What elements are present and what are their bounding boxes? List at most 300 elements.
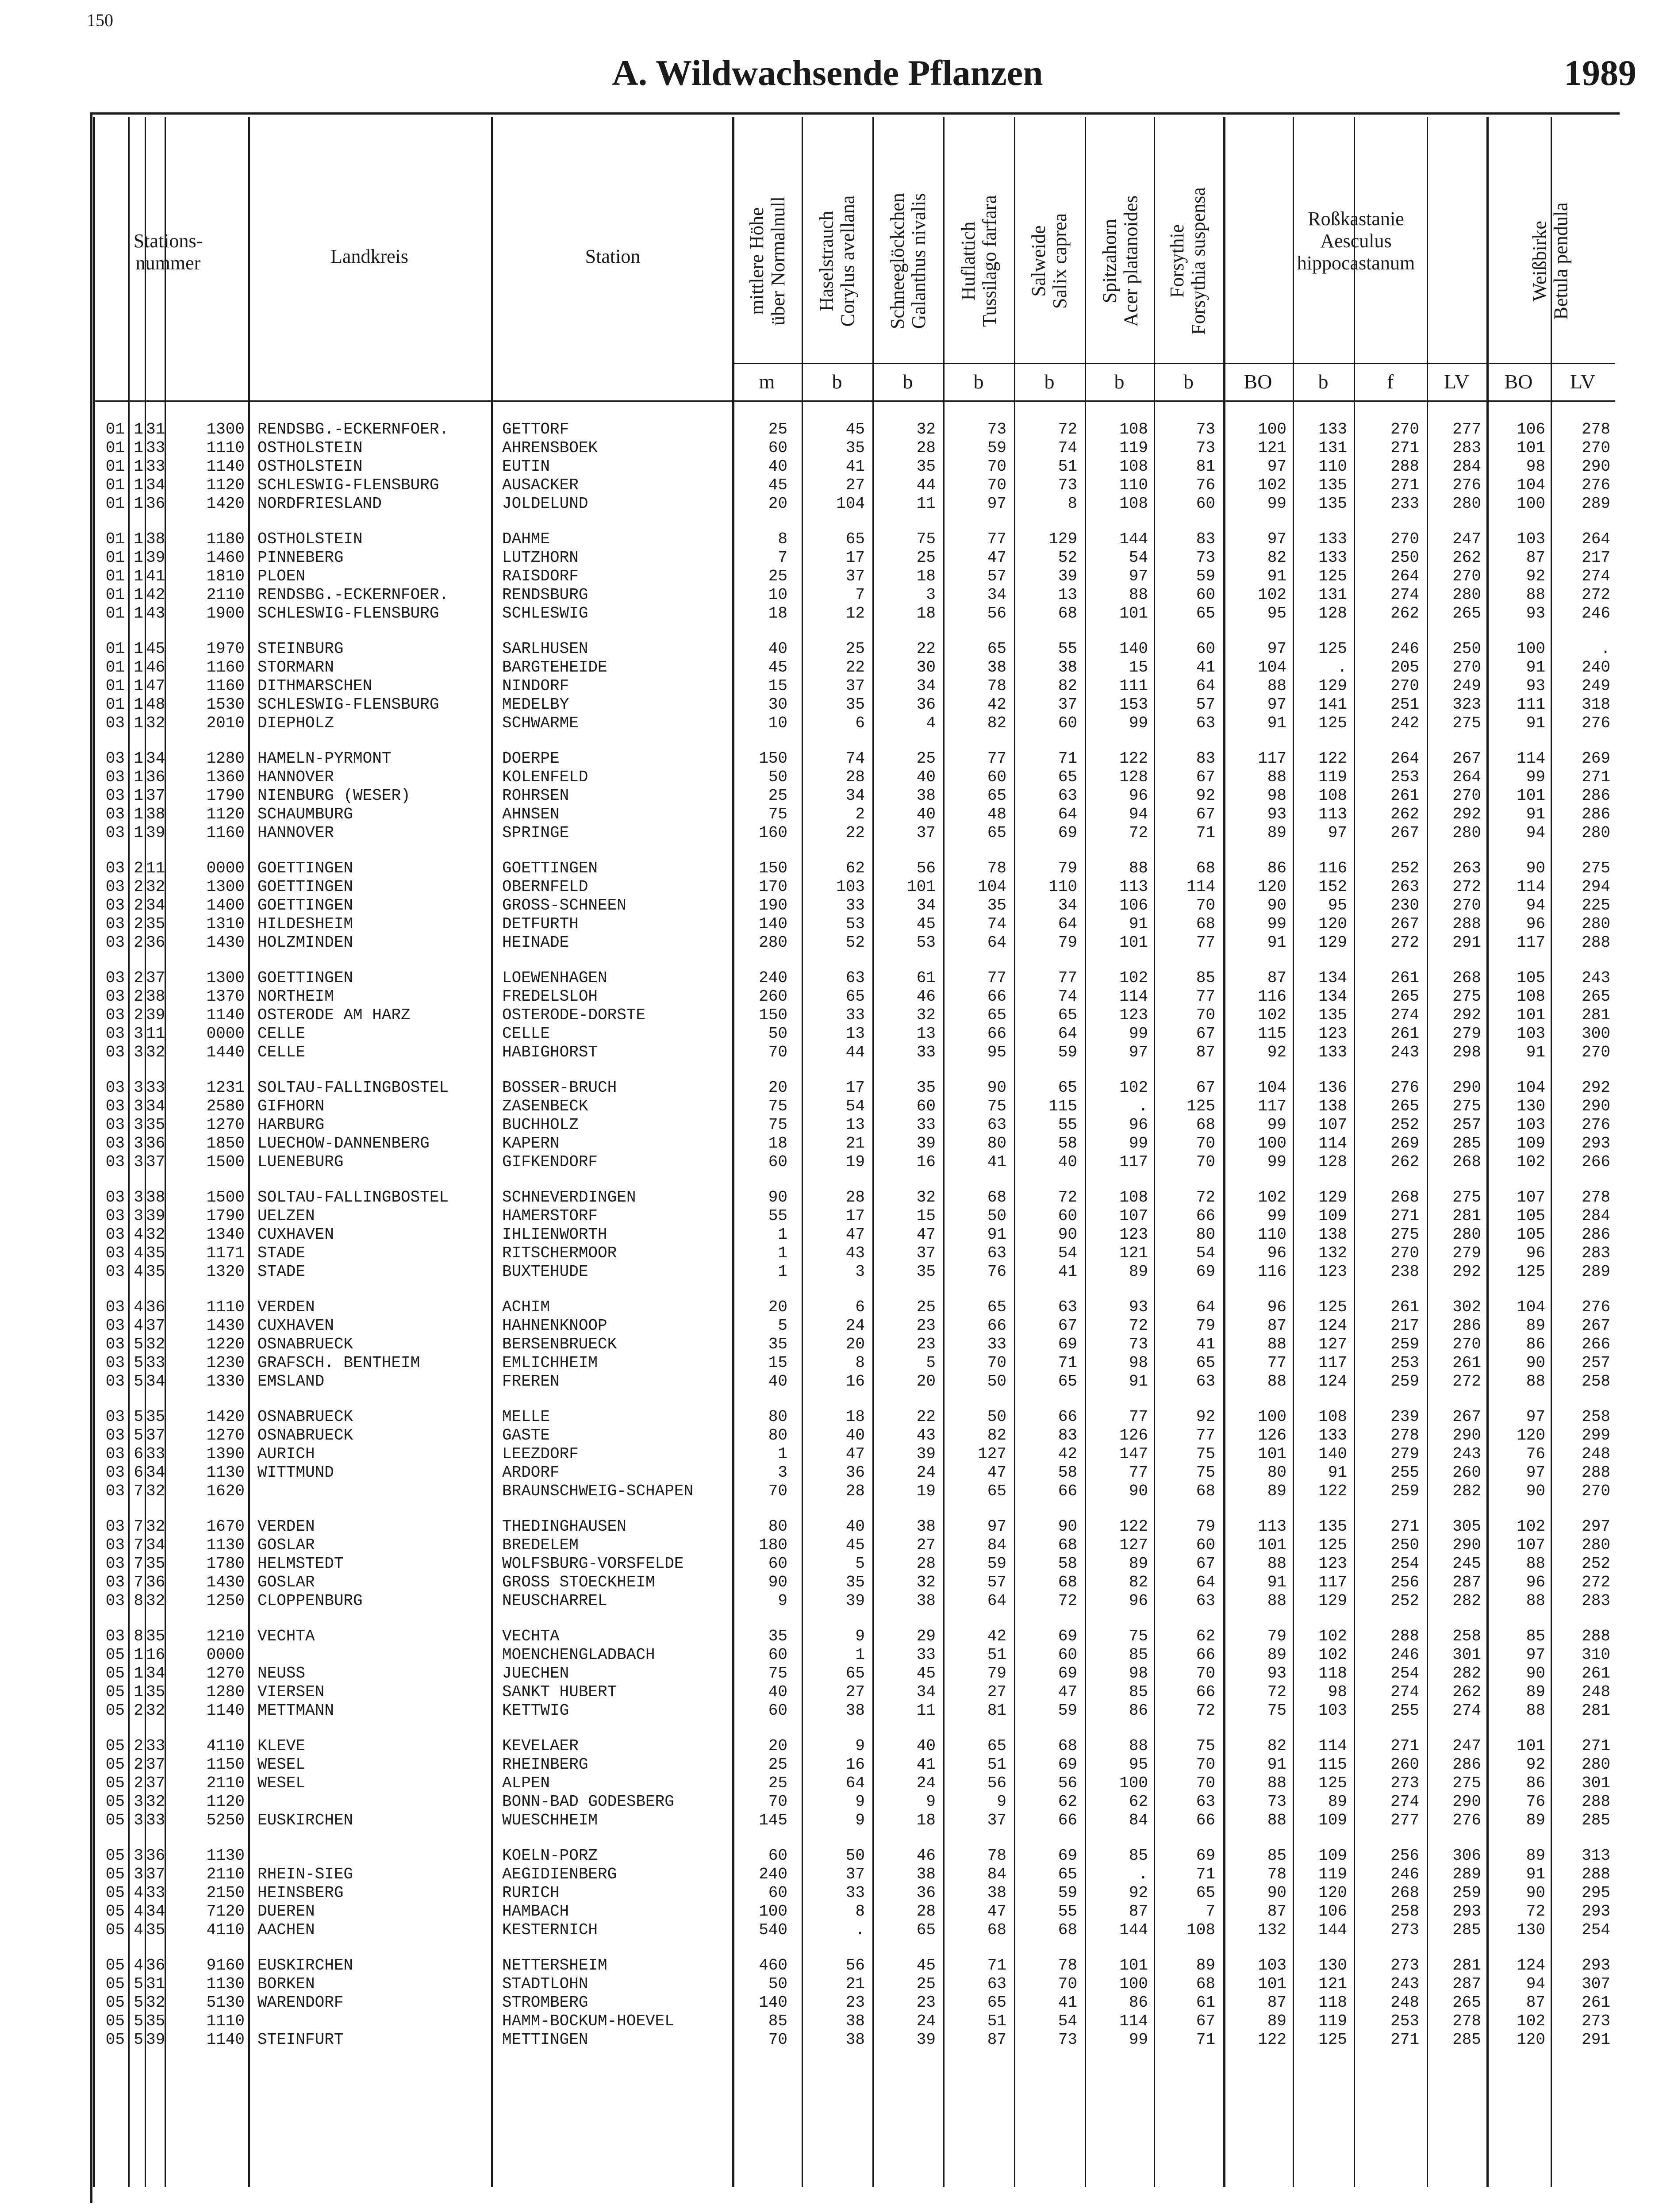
table-cell: 32 bbox=[146, 1993, 165, 2012]
header-birke bbox=[1489, 164, 1613, 358]
table-cell: 57 bbox=[1196, 695, 1215, 714]
table-cell: 103 bbox=[1517, 530, 1545, 548]
table-cell: 262 bbox=[1390, 805, 1419, 823]
table-cell: 140 bbox=[759, 1993, 787, 2012]
table-cell: SOLTAU-FALLINGBOSTEL bbox=[257, 1188, 449, 1206]
table-cell: VERDEN bbox=[257, 1517, 315, 1536]
table-row bbox=[0, 896, 1655, 915]
header-landkreis: Landkreis bbox=[330, 246, 408, 267]
table-cell: 290 bbox=[1452, 1793, 1481, 1811]
table-cell: 2 bbox=[134, 915, 143, 933]
table-cell: 1 bbox=[134, 787, 143, 805]
table-cell: 75 bbox=[768, 1116, 787, 1134]
table-cell: 100 bbox=[759, 1902, 787, 1920]
table-cell: 28 bbox=[845, 768, 865, 786]
table-cell: 1 bbox=[134, 567, 143, 585]
table-cell: BREDELEM bbox=[502, 1536, 579, 1554]
table-cell: 80 bbox=[768, 1426, 787, 1444]
table-cell: 85 bbox=[768, 2012, 787, 2030]
unit-label: BO bbox=[1504, 370, 1533, 393]
table-row bbox=[0, 495, 1655, 513]
table-cell: 250 bbox=[1390, 549, 1419, 567]
table-cell: 62 bbox=[1058, 1793, 1077, 1811]
table-cell: 260 bbox=[1452, 1463, 1481, 1482]
table-cell: 03 bbox=[105, 1298, 125, 1316]
table-cell: 13 bbox=[845, 1116, 865, 1134]
table-cell: 91 bbox=[1267, 933, 1286, 952]
table-cell: 35 bbox=[768, 1335, 787, 1353]
table-cell: 1220 bbox=[206, 1335, 245, 1353]
table-cell: 70 bbox=[1196, 1664, 1215, 1682]
table-cell: 1 bbox=[134, 1664, 143, 1682]
table-cell: 101 bbox=[1517, 1006, 1545, 1024]
table-cell: 41 bbox=[845, 457, 865, 476]
table-cell: 32 bbox=[146, 1335, 165, 1353]
table-cell: SANKT HUBERT bbox=[502, 1683, 617, 1701]
table-cell: 05 bbox=[105, 1755, 125, 1774]
table-cell: 36 bbox=[916, 1884, 936, 1902]
table-cell: 3 bbox=[134, 1025, 143, 1043]
table-cell: 1 bbox=[134, 439, 143, 457]
table-cell: 32 bbox=[916, 420, 936, 438]
table-cell: IHLIENWORTH bbox=[502, 1225, 607, 1244]
table-cell: 261 bbox=[1582, 1664, 1610, 1682]
table-cell: 63 bbox=[987, 1116, 1006, 1134]
table-cell: RHEINBERG bbox=[502, 1755, 588, 1774]
unit-label: m bbox=[759, 370, 775, 393]
table-cell: 76 bbox=[1196, 476, 1215, 494]
table-cell: 75 bbox=[1196, 1737, 1215, 1755]
table-cell: CELLE bbox=[257, 1025, 306, 1043]
table-cell: 79 bbox=[1058, 933, 1077, 952]
table-cell: 122 bbox=[1318, 1482, 1347, 1500]
table-cell: 1320 bbox=[206, 1263, 245, 1281]
table-cell: 272 bbox=[1582, 1573, 1610, 1591]
table-cell: 64 bbox=[1058, 1025, 1077, 1043]
table-cell: . bbox=[1337, 658, 1347, 676]
table-cell: 90 bbox=[768, 1188, 787, 1206]
table-cell: VIERSEN bbox=[257, 1683, 325, 1701]
table-cell: 3 bbox=[134, 1153, 143, 1171]
table-cell: GASTE bbox=[502, 1426, 550, 1444]
table-cell: 59 bbox=[1058, 1884, 1077, 1902]
table-cell: 89 bbox=[1526, 1317, 1545, 1335]
table-cell: 51 bbox=[987, 1646, 1006, 1664]
table-cell: 105 bbox=[1517, 969, 1545, 987]
table-cell: 283 bbox=[1452, 439, 1481, 457]
table-cell: 46 bbox=[916, 1847, 936, 1865]
table-cell: 256 bbox=[1390, 1847, 1419, 1865]
table-cell: 114 bbox=[1119, 987, 1148, 1006]
table-cell: 37 bbox=[987, 1811, 1006, 1829]
table-cell: 33 bbox=[146, 1445, 165, 1463]
table-row bbox=[0, 933, 1655, 952]
table-cell: ACHIM bbox=[502, 1298, 550, 1316]
table-cell: 28 bbox=[916, 1555, 936, 1573]
table-cell: 5 bbox=[855, 1555, 865, 1573]
table-cell: 01 bbox=[105, 530, 125, 548]
table-cell: 225 bbox=[1582, 896, 1610, 914]
table-cell: 20 bbox=[916, 1372, 936, 1390]
table-row bbox=[0, 1902, 1655, 1921]
table-cell: 1 bbox=[134, 640, 143, 658]
table-cell: . bbox=[1138, 1097, 1148, 1115]
table-cell: 35 bbox=[768, 1627, 787, 1645]
table-cell: 108 bbox=[1517, 987, 1545, 1006]
table-cell: 259 bbox=[1390, 1482, 1419, 1500]
table-cell: 03 bbox=[105, 768, 125, 786]
table-cell: 03 bbox=[105, 1097, 125, 1115]
table-cell: 279 bbox=[1452, 1025, 1481, 1043]
table-cell: 105 bbox=[1517, 1207, 1545, 1225]
table-cell: 116 bbox=[1258, 1263, 1286, 1281]
table-cell: 104 bbox=[1517, 1298, 1545, 1316]
table-cell: 269 bbox=[1390, 1134, 1419, 1152]
table-cell: 246 bbox=[1390, 640, 1419, 658]
table-cell: 270 bbox=[1390, 530, 1419, 548]
table-cell: 03 bbox=[105, 1153, 125, 1171]
table-cell: 19 bbox=[845, 1153, 865, 1171]
table-cell: 96 bbox=[1129, 1116, 1148, 1134]
table-cell: 55 bbox=[1058, 1116, 1077, 1134]
table-cell: 18 bbox=[916, 1811, 936, 1829]
table-cell: 293 bbox=[1582, 1134, 1610, 1152]
table-cell: 32 bbox=[146, 1482, 165, 1500]
table-cell: 86 bbox=[1526, 1774, 1545, 1792]
table-cell: 67 bbox=[1196, 1079, 1215, 1097]
table-row bbox=[0, 1737, 1655, 1755]
table-cell: 32 bbox=[146, 714, 165, 732]
table-cell: 57 bbox=[987, 567, 1006, 585]
table-cell: 116 bbox=[1258, 987, 1286, 1006]
table-cell: 99 bbox=[1526, 768, 1545, 786]
table-cell: 1300 bbox=[206, 878, 245, 896]
table-cell: 135 bbox=[1318, 476, 1347, 494]
table-cell: 66 bbox=[1196, 1683, 1215, 1701]
table-cell: 257 bbox=[1452, 1116, 1481, 1134]
page-number: 150 bbox=[87, 10, 113, 30]
table-cell: 66 bbox=[987, 1317, 1006, 1335]
table-cell: 05 bbox=[105, 1664, 125, 1682]
table-cell: 37 bbox=[146, 969, 165, 987]
table-cell: 133 bbox=[1318, 1426, 1347, 1444]
table-cell: 2 bbox=[134, 969, 143, 987]
table-cell: 85 bbox=[1129, 1847, 1148, 1865]
table-cell: 90 bbox=[1267, 1884, 1286, 1902]
table-cell: 74 bbox=[1058, 987, 1077, 1006]
table-cell: 110 bbox=[1048, 878, 1077, 896]
table-cell: 240 bbox=[759, 1865, 787, 1883]
table-row bbox=[0, 695, 1655, 714]
table-cell: 31 bbox=[146, 1975, 165, 1993]
table-cell: 64 bbox=[987, 1592, 1006, 1610]
table-cell: 190 bbox=[759, 896, 787, 914]
table-cell: 253 bbox=[1390, 2012, 1419, 2030]
table-cell: 295 bbox=[1582, 1884, 1610, 1902]
table-cell: 25 bbox=[845, 640, 865, 658]
table-cell: 62 bbox=[1196, 1627, 1215, 1645]
table-cell: 125 bbox=[1318, 1536, 1347, 1554]
table-cell: 68 bbox=[1058, 1737, 1077, 1755]
table-cell: 90 bbox=[768, 1573, 787, 1591]
table-cell: 48 bbox=[987, 805, 1006, 823]
table-cell: 73 bbox=[987, 420, 1006, 438]
table-row bbox=[0, 677, 1655, 695]
table-row bbox=[0, 1664, 1655, 1683]
table-cell: 34 bbox=[146, 1536, 165, 1554]
table-cell: BRAUNSCHWEIG-SCHAPEN bbox=[502, 1482, 694, 1500]
table-cell: 263 bbox=[1390, 878, 1419, 896]
table-cell: 03 bbox=[105, 1317, 125, 1335]
table-cell: 217 bbox=[1390, 1317, 1419, 1335]
table-cell: 1280 bbox=[206, 749, 245, 768]
table-cell: 1 bbox=[778, 1445, 787, 1463]
table-cell: 33 bbox=[146, 1811, 165, 1829]
table-cell: 97 bbox=[1526, 1463, 1545, 1482]
table-cell: 36 bbox=[146, 1573, 165, 1591]
table-cell: 36 bbox=[146, 933, 165, 952]
table-cell: 28 bbox=[916, 1902, 936, 1920]
table-cell: 11 bbox=[146, 859, 165, 877]
table-cell: 39 bbox=[146, 549, 165, 567]
table-cell: 279 bbox=[1452, 1244, 1481, 1262]
table-cell: 32 bbox=[146, 1043, 165, 1061]
table-cell: PLOEN bbox=[257, 567, 306, 585]
table-cell: 89 bbox=[1267, 824, 1286, 842]
table-cell: 264 bbox=[1390, 567, 1419, 585]
table-cell: 123 bbox=[1119, 1006, 1148, 1024]
table-cell: 75 bbox=[1196, 1445, 1215, 1463]
table-cell: 30 bbox=[768, 695, 787, 714]
table-cell: 97 bbox=[1267, 457, 1286, 476]
table-cell: 71 bbox=[1196, 1865, 1215, 1883]
table-cell: 35 bbox=[845, 695, 865, 714]
table-cell: 124 bbox=[1517, 1956, 1545, 1974]
table-cell: 45 bbox=[845, 1536, 865, 1554]
table-cell: EUSKIRCHEN bbox=[257, 1956, 353, 1974]
table-cell: 35 bbox=[146, 915, 165, 933]
table-cell: 101 bbox=[1119, 933, 1148, 952]
table-cell: 74 bbox=[1058, 439, 1077, 457]
table-cell: 71 bbox=[987, 1956, 1006, 1974]
table-cell: 258 bbox=[1452, 1627, 1481, 1645]
table-cell: 39 bbox=[916, 2031, 936, 2049]
table-cell: VECHTA bbox=[502, 1627, 560, 1645]
table-cell: 280 bbox=[1582, 1755, 1610, 1774]
table-cell: 140 bbox=[759, 915, 787, 933]
table-cell: 91 bbox=[1267, 1573, 1286, 1591]
table-cell: 11 bbox=[916, 495, 936, 513]
table-row bbox=[0, 1043, 1655, 1062]
table-row bbox=[0, 1701, 1655, 1720]
table-cell: 60 bbox=[768, 1701, 787, 1720]
table-cell: 102 bbox=[1119, 1079, 1148, 1097]
table-cell: SCHWARME bbox=[502, 714, 579, 732]
table-cell: WUESCHHEIM bbox=[502, 1811, 598, 1829]
table-cell: 275 bbox=[1452, 987, 1481, 1006]
table-cell: KEVELAER bbox=[502, 1737, 579, 1755]
table-cell: 144 bbox=[1119, 1921, 1148, 1939]
table-cell: 276 bbox=[1582, 1116, 1610, 1134]
table-cell: 29 bbox=[916, 1627, 936, 1645]
table-cell: 230 bbox=[1390, 896, 1419, 914]
table-cell: 75 bbox=[1129, 1627, 1148, 1645]
table-cell: 122 bbox=[1119, 749, 1148, 768]
table-cell: JOLDELUND bbox=[502, 495, 588, 513]
table-cell: 2110 bbox=[206, 586, 245, 604]
table-cell: 271 bbox=[1582, 768, 1610, 786]
table-cell: 25 bbox=[916, 1298, 936, 1316]
table-row bbox=[0, 1298, 1655, 1317]
table-cell: 5 bbox=[134, 2012, 143, 2030]
table-cell: 66 bbox=[987, 987, 1006, 1006]
table-cell: 65 bbox=[987, 1737, 1006, 1755]
table-cell: WITTMUND bbox=[257, 1463, 334, 1482]
table-cell: 34 bbox=[146, 1463, 165, 1482]
header-height-text: mittlere Höhe über Normalnull bbox=[746, 196, 789, 326]
table-cell: 288 bbox=[1582, 933, 1610, 952]
table-cell: RENDSBG.-ECKERNFOER. bbox=[257, 586, 449, 604]
table-cell: 24 bbox=[916, 2012, 936, 2030]
table-cell: KETTWIG bbox=[502, 1701, 569, 1720]
table-cell: 60 bbox=[768, 1884, 787, 1902]
table-cell: 19 bbox=[916, 1482, 936, 1500]
table-cell: 45 bbox=[916, 1664, 936, 1682]
table-cell: 97 bbox=[1129, 567, 1148, 585]
table-cell: 270 bbox=[1582, 1043, 1610, 1061]
table-cell: 88 bbox=[1267, 768, 1286, 786]
table-cell: 54 bbox=[1196, 1244, 1215, 1262]
header-forsy bbox=[1155, 164, 1221, 358]
table-cell: JUECHEN bbox=[502, 1664, 569, 1682]
table-cell: 3 bbox=[134, 1097, 143, 1115]
table-cell: 45 bbox=[146, 640, 165, 658]
table-cell: VECHTA bbox=[257, 1627, 315, 1645]
table-cell: 27 bbox=[845, 476, 865, 494]
table-row bbox=[0, 439, 1655, 457]
table-cell: 40 bbox=[845, 1426, 865, 1444]
table-cell: GOETTINGEN bbox=[257, 859, 353, 877]
table-cell: HEINADE bbox=[502, 933, 569, 952]
table-cell: OSTHOLSTEIN bbox=[257, 530, 363, 548]
table-cell: 91 bbox=[1267, 714, 1286, 732]
table-row bbox=[0, 1097, 1655, 1116]
table-cell: 5 bbox=[134, 1975, 143, 1993]
table-row bbox=[0, 1134, 1655, 1153]
table-cell: 289 bbox=[1582, 495, 1610, 513]
table-cell: 32 bbox=[146, 1225, 165, 1244]
table-cell: 60 bbox=[1196, 1536, 1215, 1554]
table-cell: 72 bbox=[1058, 1188, 1077, 1206]
table-cell: 93 bbox=[1267, 805, 1286, 823]
table-cell: 109 bbox=[1318, 1207, 1347, 1225]
table-cell: 272 bbox=[1582, 586, 1610, 604]
table-cell: 268 bbox=[1390, 1884, 1419, 1902]
table-cell: 3 bbox=[134, 1116, 143, 1134]
table-cell: 86 bbox=[1526, 1335, 1545, 1353]
table-cell: 64 bbox=[845, 1774, 865, 1792]
table-cell: 37 bbox=[146, 1865, 165, 1883]
table-cell: 50 bbox=[845, 1847, 865, 1865]
table-cell: 107 bbox=[1517, 1188, 1545, 1206]
table-cell: 89 bbox=[1267, 1646, 1286, 1664]
table-cell: MEDELBY bbox=[502, 695, 569, 714]
table-cell: 41 bbox=[146, 567, 165, 585]
table-cell: 103 bbox=[1517, 1025, 1545, 1043]
header-sal bbox=[1015, 164, 1084, 358]
table-cell: 51 bbox=[1058, 457, 1077, 476]
table-cell: 87 bbox=[1129, 1902, 1148, 1920]
table-cell: 274 bbox=[1452, 1701, 1481, 1720]
table-cell: 9 bbox=[997, 1793, 1006, 1811]
table-row bbox=[0, 567, 1655, 586]
table-cell: 125 bbox=[1318, 2031, 1347, 2049]
table-cell: 70 bbox=[987, 1354, 1006, 1372]
table-cell: 1130 bbox=[206, 1847, 245, 1865]
table-cell: BUCHHOLZ bbox=[502, 1116, 579, 1134]
table-cell: 2580 bbox=[206, 1097, 245, 1115]
table-cell: 260 bbox=[1390, 1755, 1419, 1774]
table-cell: 32 bbox=[916, 1573, 936, 1591]
table-cell: 97 bbox=[1267, 640, 1286, 658]
table-row bbox=[0, 586, 1655, 604]
table-cell: 1 bbox=[134, 457, 143, 476]
table-cell: 281 bbox=[1582, 1701, 1610, 1720]
table-cell: 88 bbox=[1526, 1372, 1545, 1390]
table-cell: 70 bbox=[768, 2031, 787, 2049]
table-row bbox=[0, 1482, 1655, 1501]
table-cell: 05 bbox=[105, 1956, 125, 1974]
table-cell: 2 bbox=[134, 859, 143, 877]
table-cell: 80 bbox=[1267, 1463, 1286, 1482]
table-cell: 1180 bbox=[206, 530, 245, 548]
table-cell: NIENBURG (WESER) bbox=[257, 787, 411, 805]
table-cell: 77 bbox=[1058, 969, 1077, 987]
table-cell: 1280 bbox=[206, 1683, 245, 1701]
table-cell: 55 bbox=[768, 1207, 787, 1225]
table-cell: 280 bbox=[1582, 824, 1610, 842]
table-cell: 114 bbox=[1517, 878, 1545, 896]
table-cell: 97 bbox=[1526, 1408, 1545, 1426]
table-cell: 4110 bbox=[206, 1737, 245, 1755]
table-cell: 45 bbox=[916, 1956, 936, 1974]
table-cell: 33 bbox=[146, 1737, 165, 1755]
table-cell: 05 bbox=[105, 2031, 125, 2049]
table-cell: 01 bbox=[105, 586, 125, 604]
table-cell: 1530 bbox=[206, 695, 245, 714]
table-cell: 259 bbox=[1390, 1372, 1419, 1390]
table-cell: 91 bbox=[1328, 1463, 1347, 1482]
table-cell: 5 bbox=[134, 1408, 143, 1426]
table-cell: 60 bbox=[987, 768, 1006, 786]
table-cell: 95 bbox=[1267, 604, 1286, 622]
table-cell: KLEVE bbox=[257, 1737, 306, 1755]
table-cell: 4 bbox=[134, 1956, 143, 1974]
table-cell: 35 bbox=[146, 1555, 165, 1573]
table-cell: 1230 bbox=[206, 1354, 245, 1372]
table-cell: WARENDORF bbox=[257, 1993, 344, 2012]
table-cell: 88 bbox=[1267, 1774, 1286, 1792]
table-cell: 17 bbox=[845, 549, 865, 567]
table-cell: 15 bbox=[916, 1207, 936, 1225]
table-cell: 41 bbox=[1196, 1335, 1215, 1353]
table-row bbox=[0, 824, 1655, 842]
table-cell: 91 bbox=[1526, 1865, 1545, 1883]
table-cell: 60 bbox=[768, 439, 787, 457]
table-cell: 261 bbox=[1390, 787, 1419, 805]
table-cell: 93 bbox=[1129, 1298, 1148, 1316]
table-cell: 03 bbox=[105, 1225, 125, 1244]
